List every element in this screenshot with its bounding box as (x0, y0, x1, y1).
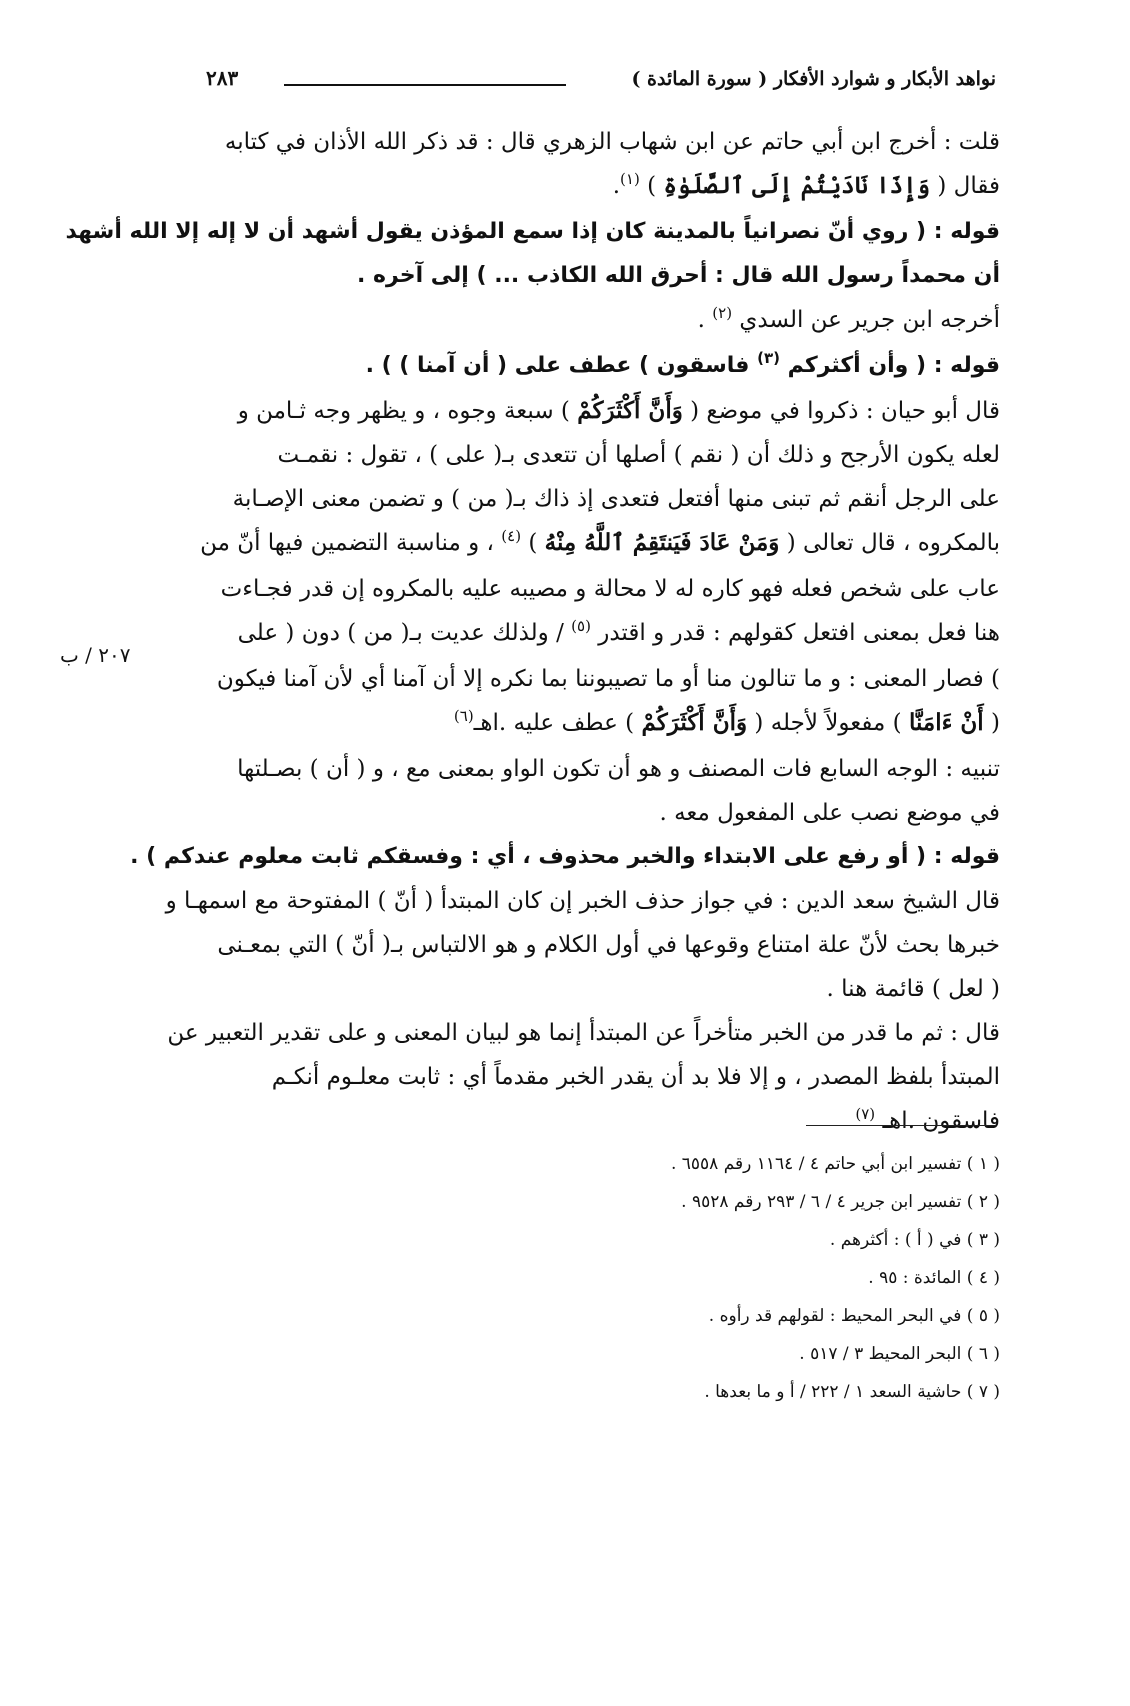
text-line: تنبيه : الوجه السابع فات المصنف و هو أن تكون الواو بمعنى مع ، و ( أن ) بصـلتها (237, 756, 1000, 782)
footnotes (500, 1145, 1000, 1411)
commentary-heading: قوله : ( روي أنّ نصرانياً بالمدينة كان إذا سمع المؤذن يقول أشهد أن لا إله إلا الله أشهد (65, 219, 1000, 244)
footnote-ref: (٦) (453, 707, 474, 725)
text-line (200, 521, 1000, 567)
text-line: خبرها بحث لأنّ علة امتناع وقوعها في أول الكلام و هو الالتباس بـ( أنّ ) التي بمعـنى (217, 932, 1000, 958)
quran-quote: وَأَنَّ أَكْثَرَكُمْ (577, 397, 683, 424)
text-line: قلت : أخرج ابن أبي حاتم عن ابن شهاب الزهري قال : قد ذكر الله الأذان في كتابه (224, 129, 1000, 155)
commentary-heading (200, 344, 1000, 389)
text-segment: فقال ( (937, 173, 1000, 199)
footnote: ( ٣ ) في ( أ ) : أكثرهم . (829, 1230, 1000, 1250)
running-header (206, 64, 996, 100)
text-line (200, 298, 1000, 344)
text-segment: قال أبو حيان : ذكروا في موضع ( (690, 398, 1000, 424)
header-rule (284, 84, 566, 86)
footnote: ( ٤ ) المائدة : ٩٥ . (868, 1268, 1000, 1288)
page-number: ٢٨٣ (206, 66, 239, 90)
text-line (200, 701, 1000, 747)
text-segment: قوله : ( وأن أكثركم (787, 353, 1000, 378)
footnote: ( ٥ ) في البحر المحيط : لقولهم قد رأوه . (708, 1306, 1000, 1326)
footnote-ref: (٥) (571, 617, 591, 635)
text-line (200, 389, 1000, 433)
text-segment: / ولذلك عديت بـ( من ) دون ( على (237, 620, 564, 646)
text-segment: بالمكروه ، قال تعالى ( (786, 530, 1000, 556)
commentary-heading: أن محمداً رسول الله قال : أحرق الله الكاذب ... ) إلى آخره . (357, 263, 1000, 288)
text-line: عاب على شخص فعله فهو كاره له لا محالة و مصيبه عليه بالمكروه إن قدر فجـاءت (220, 576, 1000, 602)
text-segment: ) سبعة وجوه ، و يظهر وجه ثـامن و (237, 398, 570, 424)
footnote-ref: (١) (620, 170, 640, 188)
text-line: في موضع نصب على المفعول معه . (659, 800, 1000, 826)
text-line: المبتدأ بلفظ المصدر ، و إلا فلا بد أن يقدر الخبر مقدماً أي : ثابت معلـوم أنكـم (271, 1064, 1000, 1090)
footnote: ( ٧ ) حاشية السعد ١ / ٢٢٢ / أ و ما بعدها . (704, 1382, 1000, 1402)
footnote-separator (806, 1125, 996, 1126)
text-line (200, 1099, 1000, 1145)
text-line (200, 611, 1000, 657)
text-segment: . (612, 173, 621, 199)
quran-quote: وَإِذَا نَادَيْتُمْ إِلَى ٱلصَّلَوٰةِ (663, 172, 931, 199)
footnote: ( ٦ ) البحر المحيط ٣ / ٥١٧ . (799, 1344, 1000, 1364)
footnote: ( ١ ) تفسير ابن أبي حاتم ٤ / ١١٦٤ رقم ٦٥٥٨ . (670, 1154, 1000, 1174)
text-segment: . (697, 307, 705, 333)
text-segment: هنا فعل بمعنى افتعل كقولهم : قدر و اقتدر (598, 620, 1000, 646)
text-segment: فاسقون .اهـ (882, 1108, 1000, 1134)
footnote-ref: (٧) (855, 1105, 876, 1123)
footnote-ref: (٢) (712, 304, 733, 322)
text-segment: ) (647, 173, 657, 199)
commentary-heading: قوله : ( أو رفع على الابتداء والخبر محذوف ، أي : وفسقكم ثابت معلوم عندكم ) . (130, 844, 1000, 869)
footnote-ref: (٤) (501, 527, 522, 545)
text-segment: ، و مناسبة التضمين فيها أنّ من (200, 530, 494, 556)
quran-quote: أَنْ ءَامَنَّا (908, 709, 984, 736)
text-line: قال : ثم ما قدر من الخبر متأخراً عن المبتدأ إنما هو لبيان المعنى و على تقدير التعبير عن (167, 1020, 1000, 1046)
text-segment: ) عطف عليه .اهـ (473, 710, 635, 736)
quran-quote: وَأَنَّ أَكْثَرَكُمْ (641, 709, 748, 736)
text-line: ( لعل ) قائمة هنا . (826, 976, 1000, 1002)
text-line: لعله يكون الأرجح و ذلك أن ( نقم ) أصلها أن تتعدى بـ( على ) ، تقول : نقمـت (277, 442, 1000, 468)
text-segment: ( (991, 710, 1000, 736)
text-segment: ) مفعولاً لأجله ( (754, 710, 902, 736)
manuscript-folio-marker: ٢٠٧ / ب (60, 643, 131, 667)
text-segment: فاسقون ) عطف على ( أن آمنا ) ) . (365, 353, 750, 378)
header-title: نواهد الأبكار و شوارد الأفكار ( سورة المائدة ) (631, 68, 996, 90)
footnote: ( ٢ ) تفسير ابن جرير ٤ / ٦ / ٢٩٣ رقم ٩٥٢٨ . (681, 1192, 1000, 1212)
text-line: على الرجل أنقم ثم تبنى منها أفتعل فتعدى إذ ذاك بـ( من ) و تضمن معنى الإصـابة (232, 486, 1000, 512)
text-segment: أخرجه ابن جرير عن السدي (739, 307, 1000, 333)
text-line: قال الشيخ سعد الدين : في جواز حذف الخبر إن كان المبتدأ ( أنّ ) المفتوحة مع اسمهـا و (165, 888, 1000, 914)
footnote-ref: (٣) (757, 349, 780, 367)
text-line: ) فصار المعنى : و ما تنالون منا أو ما تصيبوننا بما نكره إلا أن آمنا أي لأن آمنا فيكون (216, 666, 1000, 692)
text-line (200, 164, 1000, 210)
quran-quote: وَمَنْ عَادَ فَيَنتَقِمُ ٱللَّهُ مِنْهُ (544, 529, 780, 556)
text-segment: ) (528, 530, 538, 556)
